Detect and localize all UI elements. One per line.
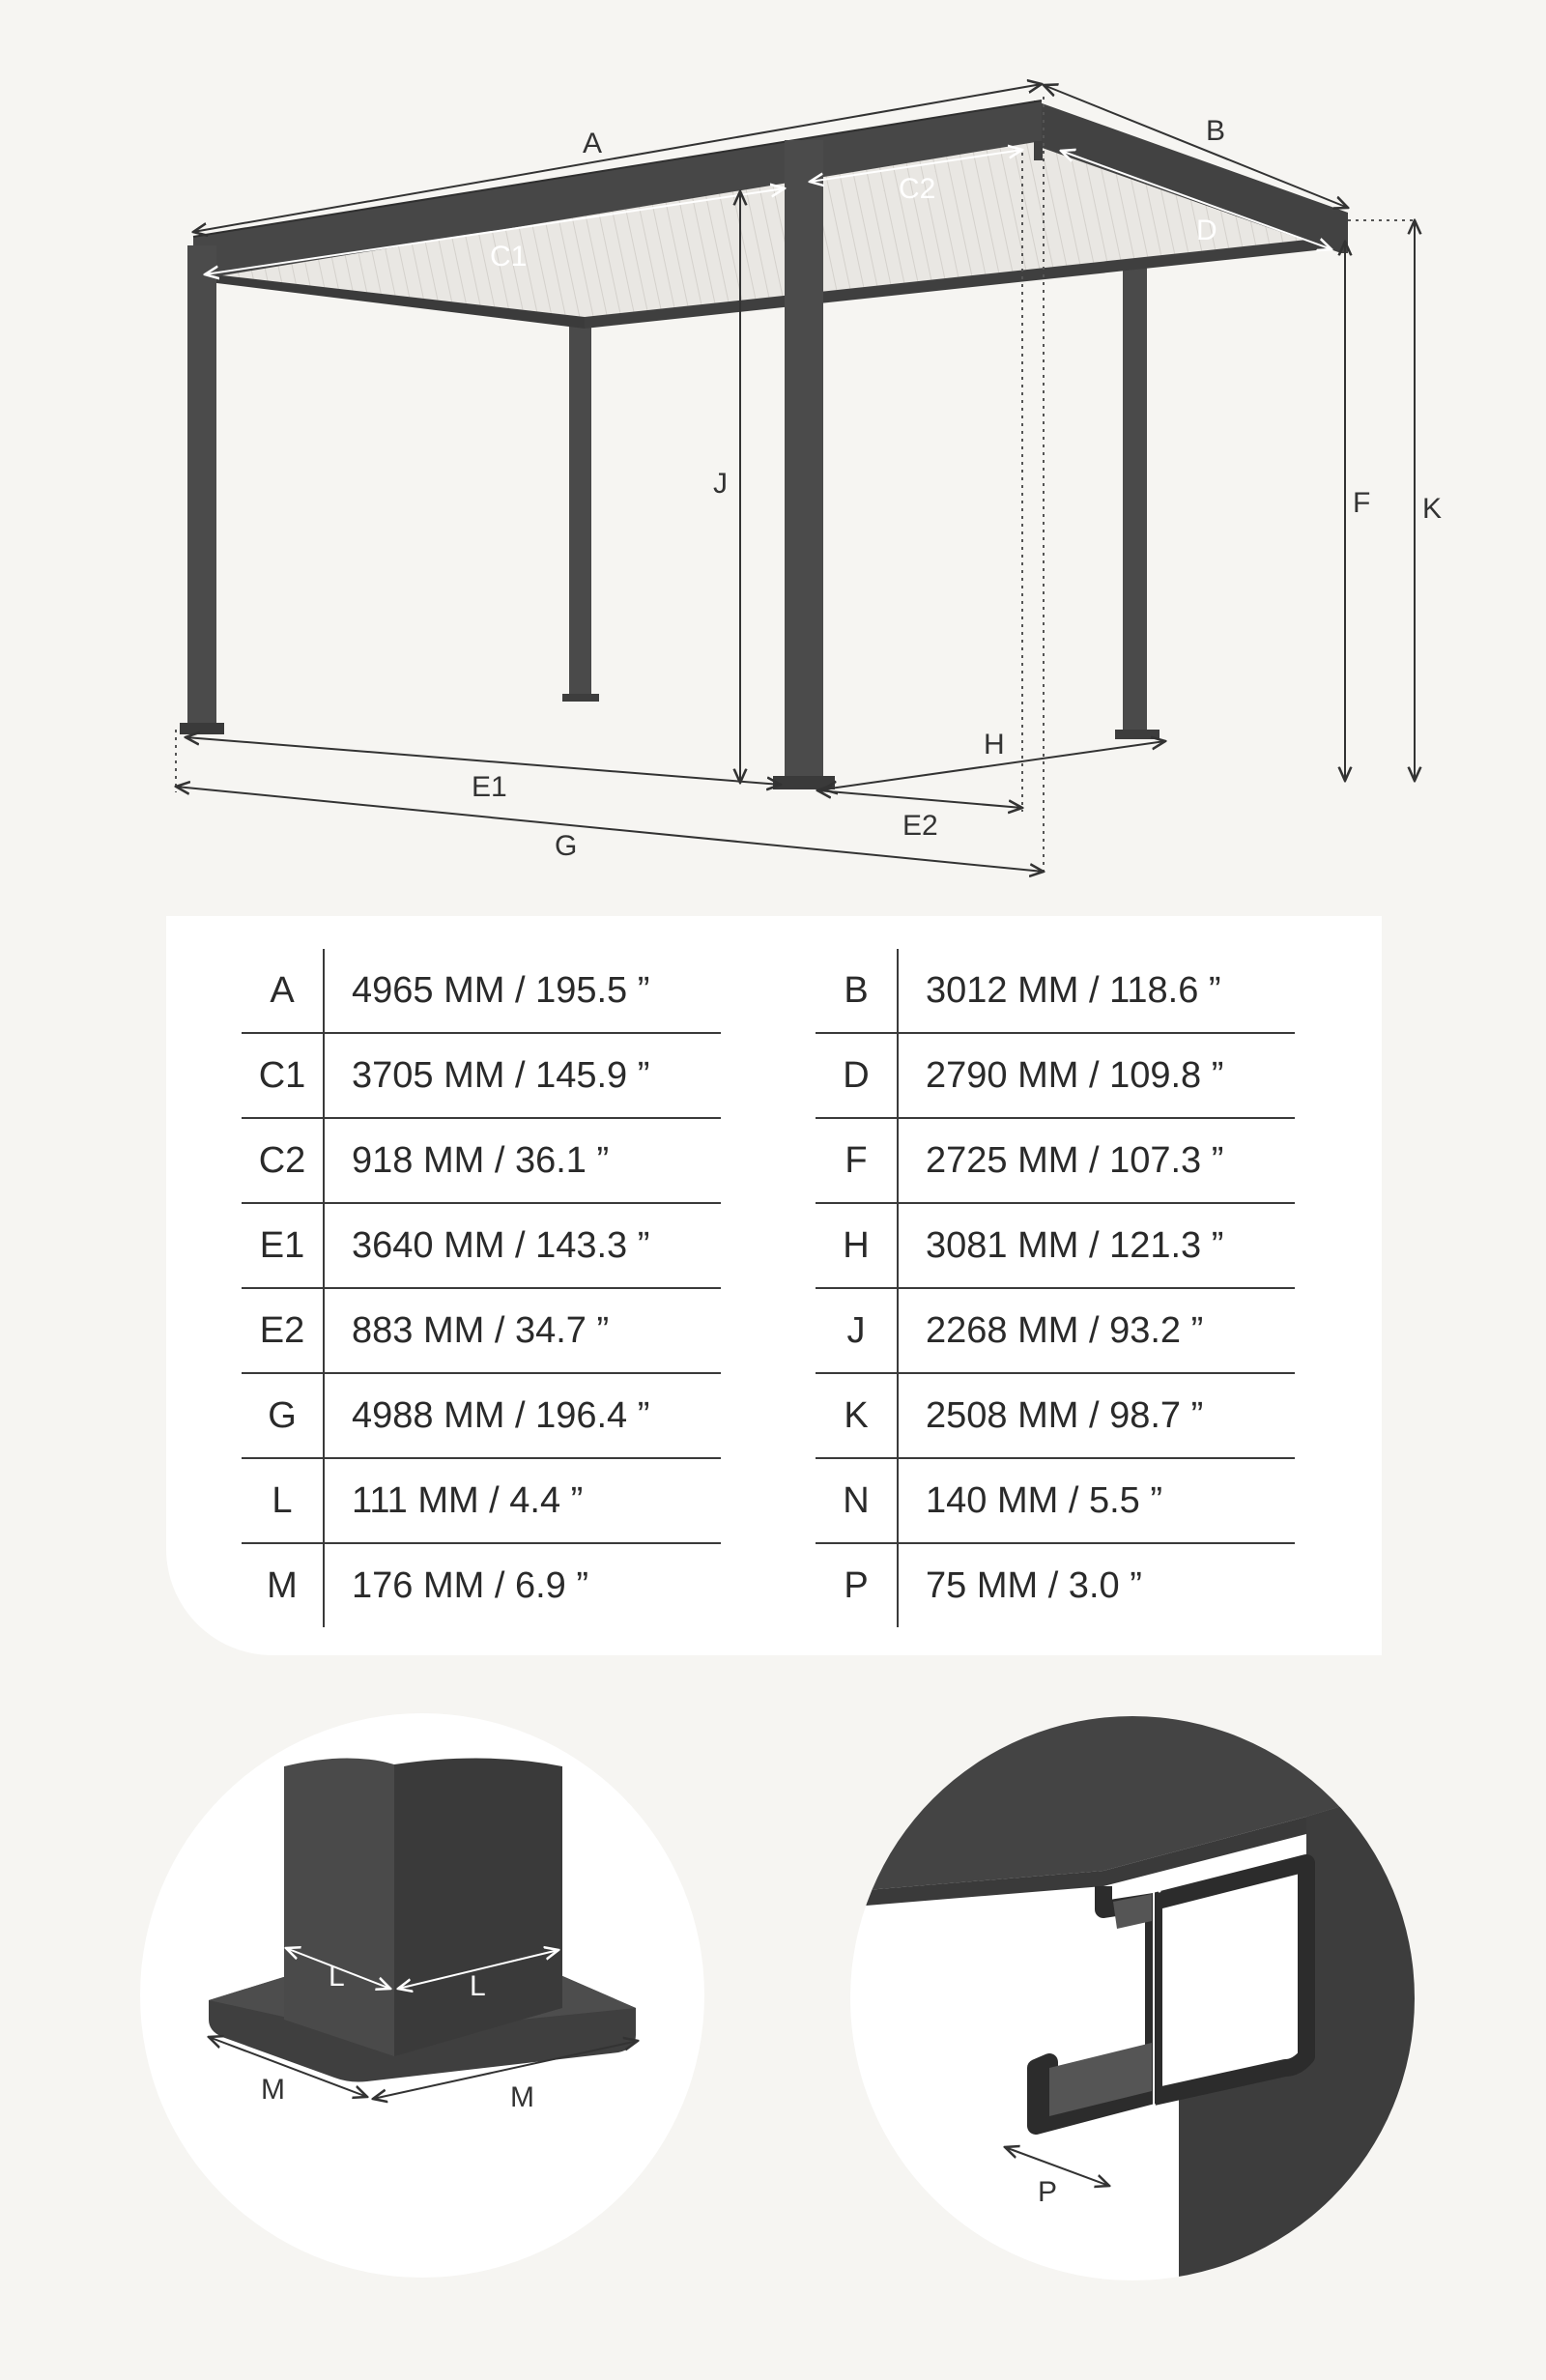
spec-value: 2268 MM / 93.2 ” xyxy=(898,1288,1295,1373)
table-row xyxy=(816,1118,1295,1203)
spec-code: P xyxy=(816,1543,898,1627)
spec-value: 111 MM / 4.4 ” xyxy=(324,1458,721,1543)
spec-value: 3705 MM / 145.9 ” xyxy=(324,1033,721,1118)
spec-code: M xyxy=(242,1543,324,1627)
spec-value: 4988 MM / 196.4 ” xyxy=(324,1373,721,1458)
spec-code: C2 xyxy=(242,1118,324,1203)
spec-code: E2 xyxy=(242,1288,324,1373)
dim-l-left-label: L xyxy=(329,1961,345,1993)
spec-code: L xyxy=(242,1458,324,1543)
table-row xyxy=(816,1203,1295,1288)
table-row xyxy=(242,1288,721,1373)
front-right-post xyxy=(1034,141,1043,160)
dim-b-label: B xyxy=(1206,115,1226,147)
spec-value: 4965 MM / 195.5 ” xyxy=(324,949,721,1033)
spec-value: 140 MM / 5.5 ” xyxy=(898,1458,1295,1543)
spec-value: 75 MM / 3.0 ” xyxy=(926,1564,1142,1606)
dim-c1-label: C1 xyxy=(490,241,528,272)
table-row xyxy=(816,1543,1295,1627)
spec-code: H xyxy=(816,1203,898,1288)
dim-c2-label: C2 xyxy=(899,173,936,205)
back-right-post xyxy=(1123,265,1147,732)
table-row xyxy=(242,1458,721,1543)
spec-code: J xyxy=(816,1288,898,1373)
spec-table-right xyxy=(816,949,1295,1627)
dim-d-label: D xyxy=(1196,215,1217,246)
dim-k-label: K xyxy=(1422,493,1443,525)
post-base-detail xyxy=(135,1708,715,2288)
table-row xyxy=(242,1203,721,1288)
spec-code: K xyxy=(816,1373,898,1458)
front-left-post-base xyxy=(180,723,224,734)
spec-code: F xyxy=(816,1118,898,1203)
spec-code: B xyxy=(816,949,898,1033)
beam-profile-detail xyxy=(843,1708,1422,2288)
spec-code: N xyxy=(816,1458,898,1543)
spec-value: 2725 MM / 107.3 ” xyxy=(898,1118,1295,1203)
spec-value: 3012 MM / 118.6 ” xyxy=(898,949,1295,1033)
front-middle-post-base xyxy=(773,776,835,789)
pergola-dimension-diagram xyxy=(0,0,1546,899)
table-row xyxy=(242,1543,721,1627)
dim-a-label: A xyxy=(583,128,603,159)
dim-f-label: F xyxy=(1353,487,1371,519)
spec-code: A xyxy=(242,949,324,1033)
back-right-post-base xyxy=(1115,730,1160,739)
post xyxy=(284,1758,394,2056)
spec-code: C1 xyxy=(242,1033,324,1118)
spec-value: 176 MM / 6.9 ” xyxy=(352,1564,588,1606)
table-row xyxy=(816,949,1295,1033)
table-row xyxy=(242,1033,721,1118)
dim-e1-label: E1 xyxy=(472,771,507,803)
back-left-post xyxy=(569,319,591,696)
spec-code: D xyxy=(816,1033,898,1118)
dim-p-label: P xyxy=(1038,2176,1058,2208)
specification-panel xyxy=(166,916,1382,1655)
front-left-post xyxy=(187,245,216,729)
dim-l-right-label: L xyxy=(470,1970,486,2002)
spec-value: 3640 MM / 143.3 ” xyxy=(324,1203,721,1288)
dim-e2-line xyxy=(817,790,1022,808)
spec-code: G xyxy=(242,1373,324,1458)
table-row xyxy=(816,1033,1295,1118)
dim-m-right-label: M xyxy=(510,2081,534,2113)
spec-value: 918 MM / 36.1 ” xyxy=(324,1118,721,1203)
dim-g-label: G xyxy=(555,830,578,862)
dim-e2-label: E2 xyxy=(902,810,938,842)
dim-m-left-label: M xyxy=(261,2074,285,2106)
spec-table-left xyxy=(242,949,721,1627)
back-left-post-base xyxy=(562,694,599,702)
spec-code: E1 xyxy=(242,1203,324,1288)
table-row xyxy=(242,1118,721,1203)
table-row xyxy=(816,1288,1295,1373)
table-row xyxy=(816,1373,1295,1458)
table-row xyxy=(242,1373,721,1458)
spec-value: 2508 MM / 98.7 ” xyxy=(898,1373,1295,1458)
dim-j-label: J xyxy=(713,468,728,500)
spec-value: 3081 MM / 121.3 ” xyxy=(898,1203,1295,1288)
table-row xyxy=(816,1458,1295,1543)
dim-n-label: N xyxy=(1167,1997,1188,2029)
spec-value: 2790 MM / 109.8 ” xyxy=(898,1033,1295,1118)
dim-h-label: H xyxy=(984,729,1005,760)
spec-value: 883 MM / 34.7 ” xyxy=(324,1288,721,1373)
front-middle-post xyxy=(785,140,823,778)
table-row xyxy=(242,949,721,1033)
